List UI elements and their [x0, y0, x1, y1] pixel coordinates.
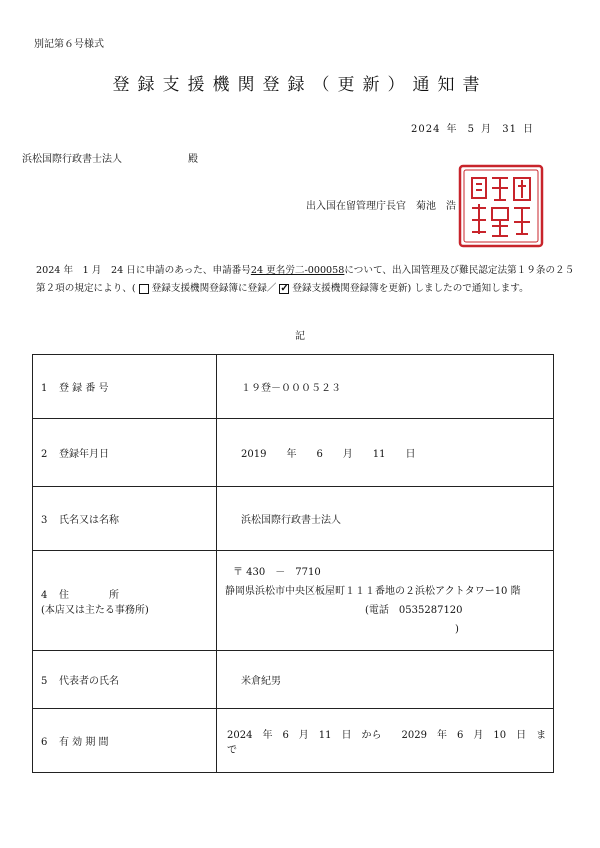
body-part1: 2024 年 1 月 24 日に申請のあった、申請番号	[36, 265, 251, 276]
body-part3: ) しましたので通知します。	[407, 283, 529, 294]
row-label	[33, 651, 217, 709]
row-label	[33, 355, 217, 419]
table-row	[33, 419, 554, 487]
official-seal-icon	[458, 164, 544, 248]
date-month: 5	[467, 124, 476, 135]
date-day: 31	[502, 124, 517, 135]
row-label-text: 登 録 番 号	[59, 383, 109, 394]
phone-close: )	[455, 623, 459, 635]
row-label-text: 氏名又は名称	[59, 515, 119, 526]
document-title: 登録支援機関登録（更新）通知書	[112, 75, 488, 95]
option-update: 登録支援機関登録簿を更新	[292, 283, 408, 294]
phone-number: 0535287120	[398, 604, 463, 616]
addressee-name: 浜松国際行政書士法人	[22, 154, 122, 165]
row-number: 6	[41, 737, 48, 748]
option-register: 登録支援機関登録簿に登録／	[151, 283, 277, 294]
phone-line	[225, 601, 552, 639]
row-label	[33, 419, 217, 487]
row-number: 5	[41, 676, 48, 687]
postal-code: 〒 430 － 7710	[233, 566, 321, 578]
table-row	[33, 355, 554, 419]
row-number: 4	[41, 589, 48, 601]
registration-date: 2019 年 6 月 11 日	[217, 419, 554, 487]
address-cell	[217, 551, 554, 651]
table-row	[33, 651, 554, 709]
application-number: 24 更名労二-000058	[250, 265, 345, 276]
date-day-unit: 日	[522, 124, 534, 135]
table-row	[33, 487, 554, 551]
body-part2: について、出入国管理及び難民認定法第１９条の２５第２項の規定により、(	[36, 265, 575, 294]
issuer-name: 出入国在留管理庁長官 菊池 浩	[306, 201, 456, 212]
registration-details-table	[32, 354, 554, 773]
row-label-text: 代表者の氏名	[59, 676, 119, 687]
row-number: 1	[41, 383, 48, 394]
row-label-text: 登録年月日	[59, 449, 109, 460]
table-row	[33, 551, 554, 651]
table-row	[33, 709, 554, 773]
row-label	[33, 709, 217, 773]
street-address: 静岡県浜松市中央区板屋町１１１番地の２浜松アクトタワー10 階	[225, 585, 521, 597]
issue-date	[408, 120, 537, 135]
row-number: 2	[41, 449, 48, 460]
ki-marker: 記	[295, 331, 305, 342]
update-checkbox	[279, 284, 289, 294]
row-label	[33, 551, 217, 651]
representative-name: 米倉紀男	[217, 651, 554, 709]
form-label: 別記第６号様式	[34, 39, 104, 50]
date-month-unit: 月	[481, 124, 493, 135]
row-label-text: 有 効 期 間	[59, 737, 109, 748]
phone-label: (電話	[365, 604, 389, 616]
validity-period: 2024 年 6 月 11 日 から 2029 年 6 月 10 日 まで	[217, 709, 554, 773]
row-label	[33, 487, 217, 551]
registration-number: １９登－０００５２３	[217, 355, 554, 419]
addressee-honorific: 殿	[188, 154, 198, 165]
organization-name: 浜松国際行政書士法人	[217, 487, 554, 551]
row-label-text: 住 所	[59, 589, 119, 601]
date-year: 2024	[411, 124, 441, 135]
notice-body	[36, 262, 576, 298]
row-number: 3	[41, 515, 48, 526]
row-sublabel: (本店又は主たる事務所)	[41, 604, 149, 616]
date-year-unit: 年	[446, 124, 458, 135]
register-checkbox	[139, 284, 149, 294]
